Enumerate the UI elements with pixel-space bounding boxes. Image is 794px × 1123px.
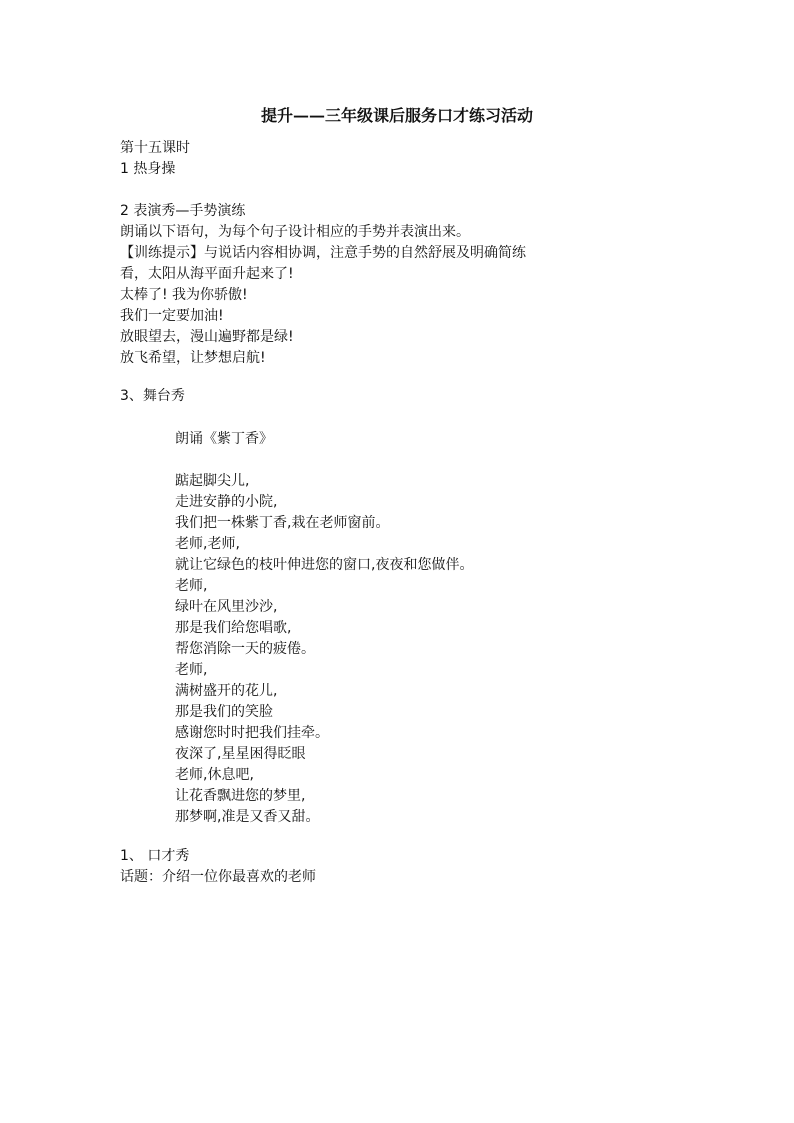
lesson-intro	[120, 138, 760, 180]
gesture-sentence: 我们一定要加油!	[120, 308, 224, 324]
poem-line: 那是我们给您唱歌,	[175, 620, 292, 636]
poem-line: 那是我们的笑脸	[175, 704, 273, 720]
poem-line: 走进安静的小院,	[175, 494, 278, 510]
poem-line: 夜深了,星星困得眨眼	[175, 746, 306, 762]
section-1-heading: 1 热身操	[120, 161, 176, 177]
gesture-sentence: 看，太阳从海平面升起来了!	[120, 266, 294, 282]
section-4	[120, 846, 760, 888]
poem-line: 老师,老师,	[175, 536, 240, 552]
poem-line: 感谢您时时把我们挂牵。	[175, 725, 329, 741]
poem-line: 绿叶在风里沙沙,	[175, 599, 278, 615]
gesture-sentence: 放眼望去，漫山遍野都是绿!	[120, 329, 294, 345]
poem-title-block	[175, 429, 735, 450]
poem-line: 我们把一株紫丁香,栽在老师窗前。	[175, 515, 390, 531]
section-2-tip: 【训练提示】与说话内容相协调，注意手势的自然舒展及明确简练	[120, 245, 526, 261]
poem-line: 满树盛开的花儿,	[175, 683, 278, 699]
section-4-heading: 1、 口才秀	[120, 848, 190, 864]
section-2-heading: 2 表演秀—手势演练	[120, 203, 246, 219]
poem-body	[175, 471, 735, 828]
gesture-sentence: 放飞希望，让梦想启航!	[120, 350, 266, 366]
poem-line: 就让它绿色的枝叶伸进您的窗口,夜夜和您做伴。	[175, 557, 474, 573]
section-4-topic: 话题：介绍一位你最喜欢的老师	[120, 869, 316, 885]
page-title: 提升——三年级课后服务口才练习活动	[260, 106, 533, 125]
poem-line: 老师,	[175, 662, 208, 678]
poem-line: 帮您消除一天的疲倦。	[175, 641, 315, 657]
poem-line: 踮起脚尖儿,	[175, 473, 250, 489]
poem-line: 老师,	[175, 578, 208, 594]
section-3	[120, 386, 760, 407]
poem-title: 朗诵《紫丁香》	[175, 431, 273, 447]
lesson-label: 第十五课时	[120, 140, 190, 156]
section-3-heading: 3、舞台秀	[120, 388, 185, 404]
poem-line: 那梦啊,准是又香又甜。	[175, 809, 320, 825]
section-2-instruction: 朗诵以下语句，为每个句子设计相应的手势并表演出来。	[120, 224, 470, 240]
poem-line: 让花香飘进您的梦里,	[175, 788, 306, 804]
poem-line: 老师,休息吧,	[175, 767, 254, 783]
gesture-sentence: 太棒了! 我为你骄傲!	[120, 287, 248, 303]
section-2	[120, 201, 760, 369]
